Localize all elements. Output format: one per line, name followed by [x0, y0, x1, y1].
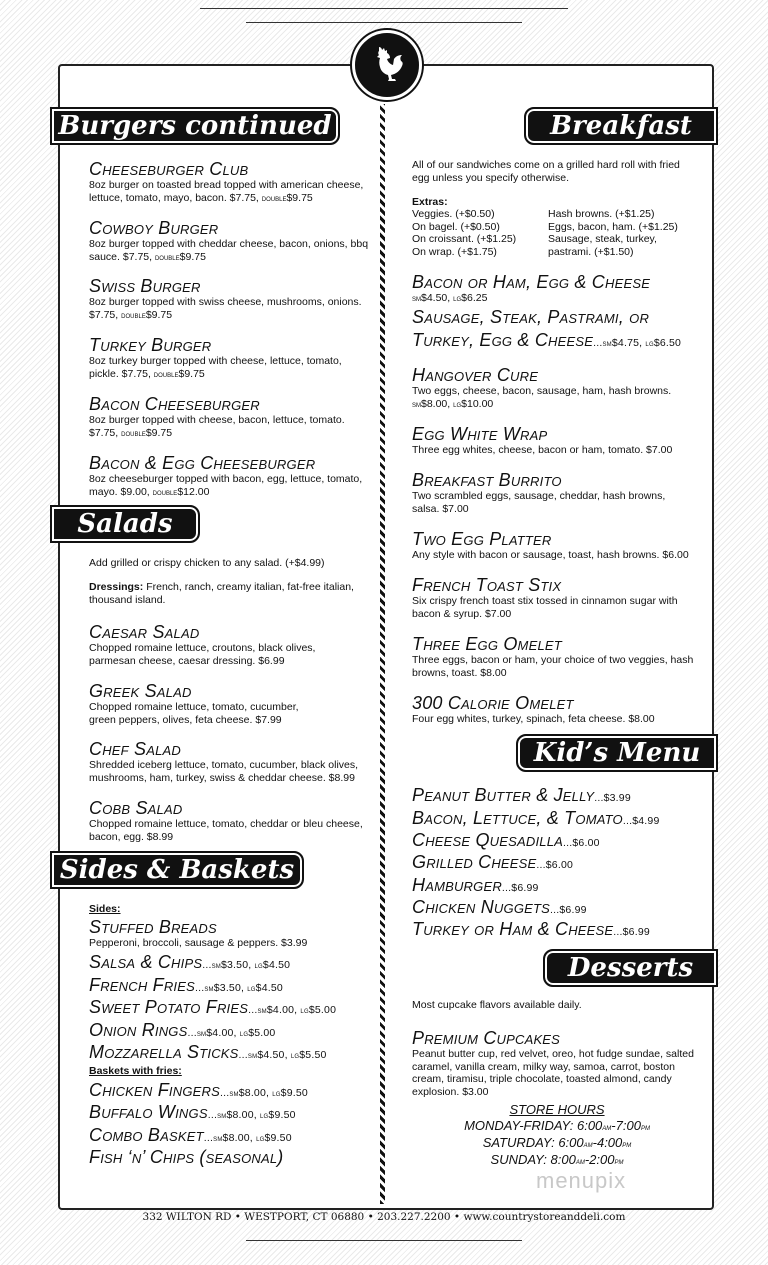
- item-desc: 8oz burger topped with swiss cheese, mushrooms, onions. $7.75, double$9.75: [89, 296, 362, 321]
- basket-item: Buffalo Wings...sm$8.00, lg$9.50: [89, 1102, 296, 1122]
- salad-item: [89, 798, 369, 843]
- burger-item: [89, 335, 369, 380]
- salads-banner: Salads: [50, 505, 200, 543]
- kids-item: Chicken Nuggets...$6.99: [412, 897, 587, 917]
- extras-list: Veggies. (+$0.50) Hash browns. (+$1.25) On bagel. (+$0.50) Eggs, bacon, ham. (+$1.25) On croissant. (+$1.25) Sausage, steak, turkey, On wrap. (+$1.75) pastrami. (+$1.50): [412, 208, 678, 258]
- salad-item: [89, 681, 369, 726]
- item-name: Greek Salad: [89, 681, 192, 701]
- item-name: Two Egg Platter: [412, 529, 552, 549]
- breakfast-item: [412, 693, 702, 726]
- desserts-banner: Desserts: [543, 949, 718, 987]
- salad-item: [89, 739, 369, 784]
- item-name: Cobb Salad: [89, 798, 183, 818]
- item-desc: 8oz turkey burger topped with cheese, lettuce, tomato, pickle. $7.75, double$9.75: [89, 355, 342, 380]
- item-name: Hangover Cure: [412, 365, 539, 385]
- item-desc: Any style with bacon or sausage, toast, hash browns. $6.00: [412, 549, 689, 561]
- kids-item: Turkey or Ham & Cheese...$6.99: [412, 919, 650, 939]
- item-name: Three Egg Omelet: [412, 634, 562, 654]
- item-desc: 8oz burger on toasted bread topped with american cheese, lettuce, tomato, mayo, bacon. $7.75, double$9.75: [89, 179, 364, 204]
- item-desc: Two eggs, cheese, bacon, sausage, ham, hash browns.: [412, 385, 672, 397]
- burger-item: [89, 159, 369, 204]
- side-item: Salsa & Chips...sm$3.50, lg$4.50: [89, 952, 291, 972]
- hours-saturday: SATURDAY: 6:00am-4:00pm: [482, 1135, 632, 1150]
- breakfast-intro: All of our sandwiches come on a grilled hard roll with fried egg unless you specify otherwise.: [412, 159, 680, 184]
- burger-item: [89, 276, 369, 321]
- item-desc: Peanut butter cup, red velvet, oreo, hot fudge sundae, salted caramel, vanilla cream, milky way, samoa, carrot, boston cream, tiramisu, triple chocolate, toasted almond, candy explosion. $3.00: [412, 1048, 694, 1098]
- baskets-label: Baskets with fries:: [89, 1065, 182, 1077]
- side-item: French Fries...sm$3.50, lg$4.50: [89, 975, 283, 995]
- salads-intro: Add grilled or crispy chicken to any salad. (+$4.99): [89, 557, 325, 569]
- item-name: 300 Calorie Omelet: [412, 693, 574, 713]
- item-name: Turkey Burger: [89, 335, 212, 355]
- kids-item: Bacon, Lettuce, & Tomato...$4.99: [412, 808, 660, 828]
- kids-item: Peanut Butter & Jelly...$3.99: [412, 785, 631, 805]
- item-name: Sausage, Steak, Pastrami, or: [412, 307, 650, 327]
- breakfast-banner: Breakfast: [524, 107, 718, 145]
- basket-item-fish: Fish ‘n’ Chips (seasonal): [89, 1147, 284, 1167]
- breakfast-item: [412, 365, 702, 410]
- breakfast-item: [412, 307, 710, 353]
- breakfast-item: [412, 634, 702, 679]
- bottom-rule: [246, 1240, 522, 1241]
- side-item: Mozzarella Sticks...sm$4.50, lg$5.50: [89, 1042, 327, 1062]
- item-name: Stuffed Breads: [89, 917, 217, 937]
- item-desc: Shredded iceberg lettuce, tomato, cucumber, black olives, mushrooms, ham, turkey, swiss & cheddar cheese. $8.99: [89, 759, 359, 784]
- item-name: Bacon or Ham, Egg & Cheese: [412, 272, 651, 292]
- salads-dressings: Dressings: French, ranch, creamy italian, fat-free italian, thousand island.: [89, 581, 354, 606]
- item-name: Premium Cupcakes: [412, 1028, 561, 1048]
- burger-item: [89, 453, 369, 498]
- kids-item: Cheese Quesadilla...$6.00: [412, 830, 600, 850]
- item-desc: 8oz cheeseburger topped with bacon, egg, lettuce, tomato, mayo. $9.00, double$12.00: [89, 473, 363, 498]
- rooster-logo-icon: [352, 30, 422, 100]
- hours-monday-friday: MONDAY-FRIDAY: 6:00am-7:00pm: [464, 1118, 650, 1133]
- item-name: Chef Salad: [89, 739, 181, 759]
- store-hours: [412, 1102, 702, 1169]
- extras-label: Extras:: [412, 196, 448, 208]
- store-hours-title: STORE HOURS: [509, 1102, 605, 1117]
- item-name-line2: Turkey, Egg & Cheese...sm$4.75, lg$6.50: [412, 330, 682, 350]
- burger-item: [89, 394, 369, 439]
- hours-sunday: SUNDAY: 8:00am-2:00pm: [490, 1152, 624, 1167]
- desserts-intro: Most cupcake flavors available daily.: [412, 999, 582, 1011]
- item-desc: Chopped romaine lettuce, croutons, black olives, parmesan cheese, caesar dressing. $6.99: [89, 642, 316, 667]
- item-desc: 8oz burger topped with cheddar cheese, bacon, onions, bbq sauce. $7.75, double$9.75: [89, 238, 369, 263]
- burger-item: [89, 218, 369, 263]
- basket-item: Combo Basket...sm$8.00, lg$9.50: [89, 1125, 292, 1145]
- item-name: Caesar Salad: [89, 622, 200, 642]
- basket-item: Chicken Fingers...sm$8.00, lg$9.50: [89, 1080, 308, 1100]
- kids-menu-banner: Kid’s Menu: [516, 734, 718, 772]
- item-name: Breakfast Burrito: [412, 470, 562, 490]
- item-desc: Chopped romaine lettuce, tomato, cheddar or bleu cheese, bacon, egg. $8.99: [89, 818, 363, 843]
- item-desc: Three egg whites, cheese, bacon or ham, tomato. $7.00: [412, 444, 673, 456]
- sides-label: Sides:: [89, 903, 121, 915]
- item-desc: Three eggs, bacon or ham, your choice of two veggies, hash browns, toast. $8.00: [412, 654, 694, 679]
- top-rule-2: [200, 8, 568, 9]
- kids-item: Hamburger...$6.99: [412, 875, 539, 895]
- item-price: sm$4.50, lg$6.25: [412, 292, 488, 304]
- item-name: Bacon & Egg Cheeseburger: [89, 453, 316, 473]
- column-divider: [380, 104, 385, 1204]
- item-name: Swiss Burger: [89, 276, 201, 296]
- item-name: Egg White Wrap: [412, 424, 548, 444]
- item-price: sm$8.00, lg$10.00: [412, 397, 494, 410]
- item-desc: Pepperoni, broccoli, sausage & peppers. $3.99: [89, 937, 308, 949]
- dessert-item: [412, 1028, 702, 1098]
- salad-item: [89, 622, 369, 667]
- item-name: Bacon Cheeseburger: [89, 394, 260, 414]
- item-name: Cowboy Burger: [89, 218, 219, 238]
- item-name: Cheeseburger Club: [89, 159, 249, 179]
- item-desc: Four egg whites, turkey, spinach, feta cheese. $8.00: [412, 713, 655, 725]
- side-item-stuffed-breads: [89, 917, 369, 950]
- burgers-banner: Burgers continued: [50, 107, 340, 145]
- top-rule: [246, 22, 522, 23]
- item-desc: Six crispy french toast stix tossed in cinnamon sugar with bacon & syrup. $7.00: [412, 595, 678, 620]
- sides-banner: Sides & Baskets: [50, 851, 304, 889]
- breakfast-item: [412, 529, 702, 562]
- footer-address: 332 WILTON RD • WESTPORT, CT 06880 • 203.227.2200 • www.countrystoreanddeli.com: [142, 1211, 626, 1223]
- side-item: Onion Rings...sm$4.00, lg$5.00: [89, 1020, 276, 1040]
- item-name: French Toast Stix: [412, 575, 562, 595]
- item-desc: 8oz burger topped with cheese, bacon, lettuce, tomato. $7.75, double$9.75: [89, 414, 345, 439]
- breakfast-item: [412, 575, 702, 620]
- breakfast-item: [412, 470, 702, 515]
- kids-item: Grilled Cheese...$6.00: [412, 852, 574, 872]
- item-desc: Two scrambled eggs, sausage, cheddar, hash browns, salsa. $7.00: [412, 490, 666, 515]
- side-item: Sweet Potato Fries...sm$4.00, lg$5.00: [89, 997, 337, 1017]
- breakfast-item: [412, 424, 702, 457]
- item-desc: Chopped romaine lettuce, tomato, cucumber, green peppers, olives, feta cheese. $7.99: [89, 701, 299, 726]
- menupix-watermark: menupix: [536, 1168, 627, 1193]
- breakfast-item: [412, 272, 707, 305]
